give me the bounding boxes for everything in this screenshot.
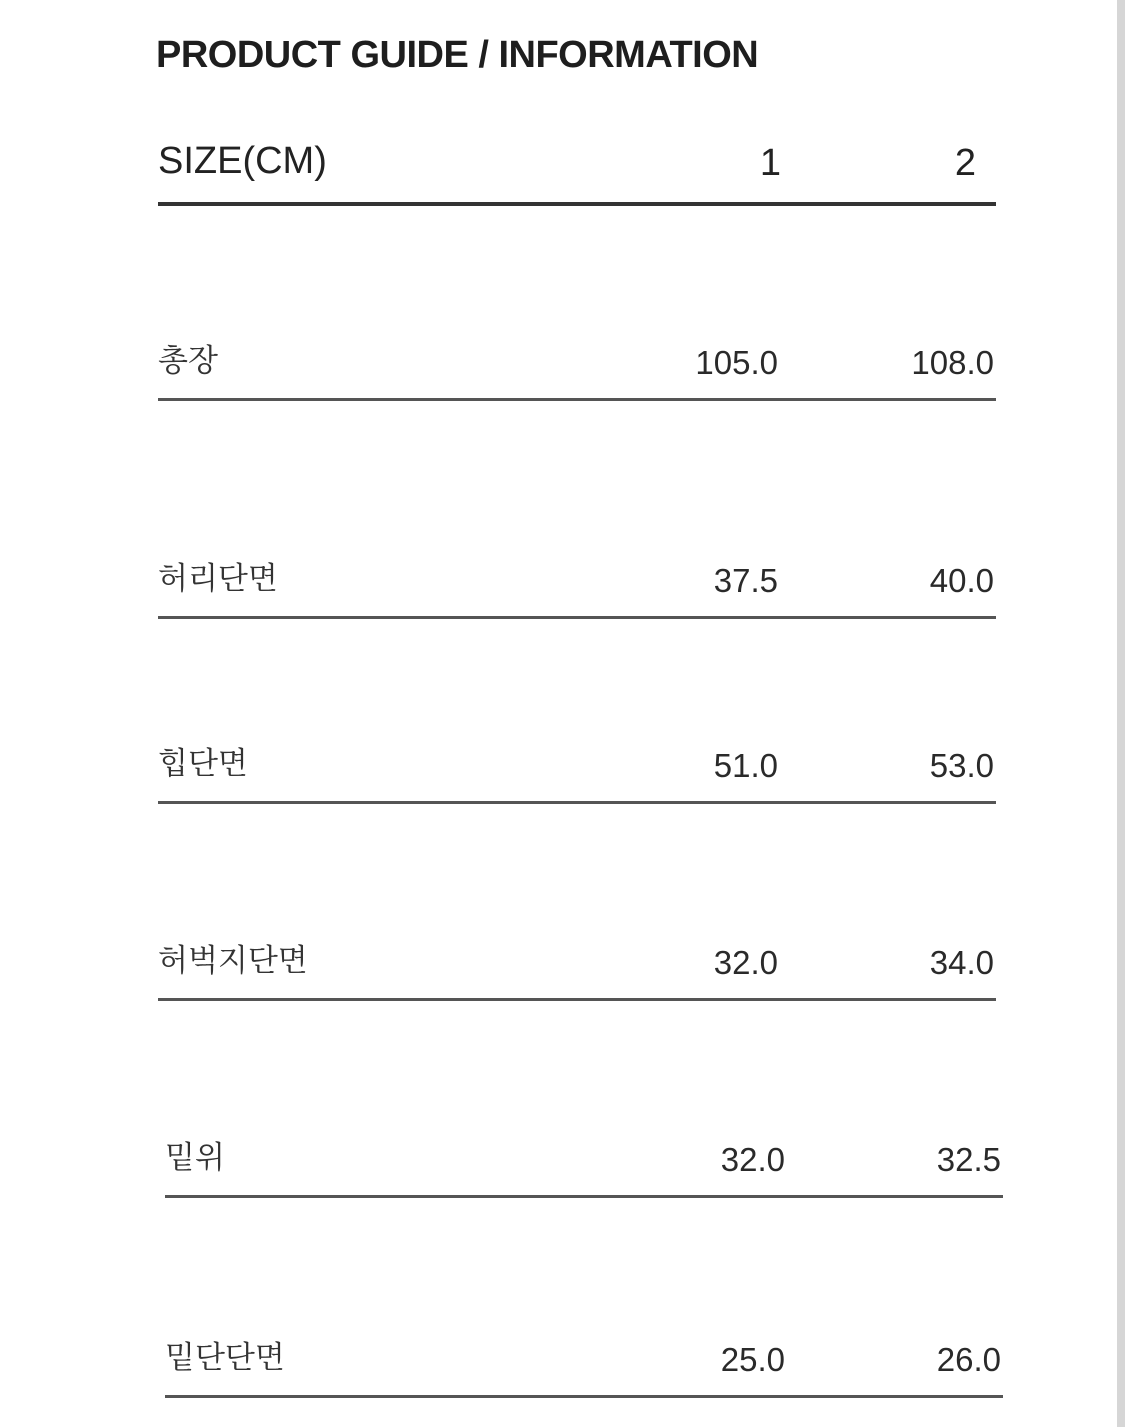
page-edge xyxy=(1117,0,1125,1427)
row-value-size-2: 40.0 xyxy=(929,562,994,599)
size-column-label: SIZE(CM) xyxy=(158,140,327,182)
table-row-rise xyxy=(165,1135,1003,1198)
table-row-thigh-width xyxy=(158,938,996,1001)
row-label: 총장 xyxy=(158,343,218,379)
table-row-hip-width xyxy=(158,741,996,804)
row-value-size-2: 32.5 xyxy=(936,1141,1001,1178)
row-label: 밑위 xyxy=(165,1140,225,1176)
row-value-size-1: 32.0 xyxy=(720,1141,785,1178)
row-value-size-1: 32.0 xyxy=(713,944,778,981)
row-label: 힙단면 xyxy=(158,746,248,782)
row-value-size-1: 51.0 xyxy=(713,747,778,784)
table-row-hem-width xyxy=(165,1335,1003,1398)
table-row-waist-width xyxy=(158,556,996,619)
row-value-size-1: 25.0 xyxy=(720,1341,785,1378)
row-value-size-1: 37.5 xyxy=(713,562,778,599)
row-value-size-1: 105.0 xyxy=(695,344,778,381)
row-value-size-2: 26.0 xyxy=(936,1341,1001,1378)
size-table-header xyxy=(158,140,996,206)
row-value-size-2: 53.0 xyxy=(929,747,994,784)
table-row-total-length xyxy=(158,338,996,401)
row-label: 허리단면 xyxy=(158,561,278,597)
row-value-size-2: 108.0 xyxy=(911,344,994,381)
size-column-2: 2 xyxy=(954,142,976,184)
row-label: 밑단단면 xyxy=(165,1340,285,1376)
page-title: PRODUCT GUIDE / INFORMATION xyxy=(156,34,759,76)
row-value-size-2: 34.0 xyxy=(929,944,994,981)
size-column-1: 1 xyxy=(759,142,781,184)
row-label: 허벅지단면 xyxy=(158,943,308,979)
